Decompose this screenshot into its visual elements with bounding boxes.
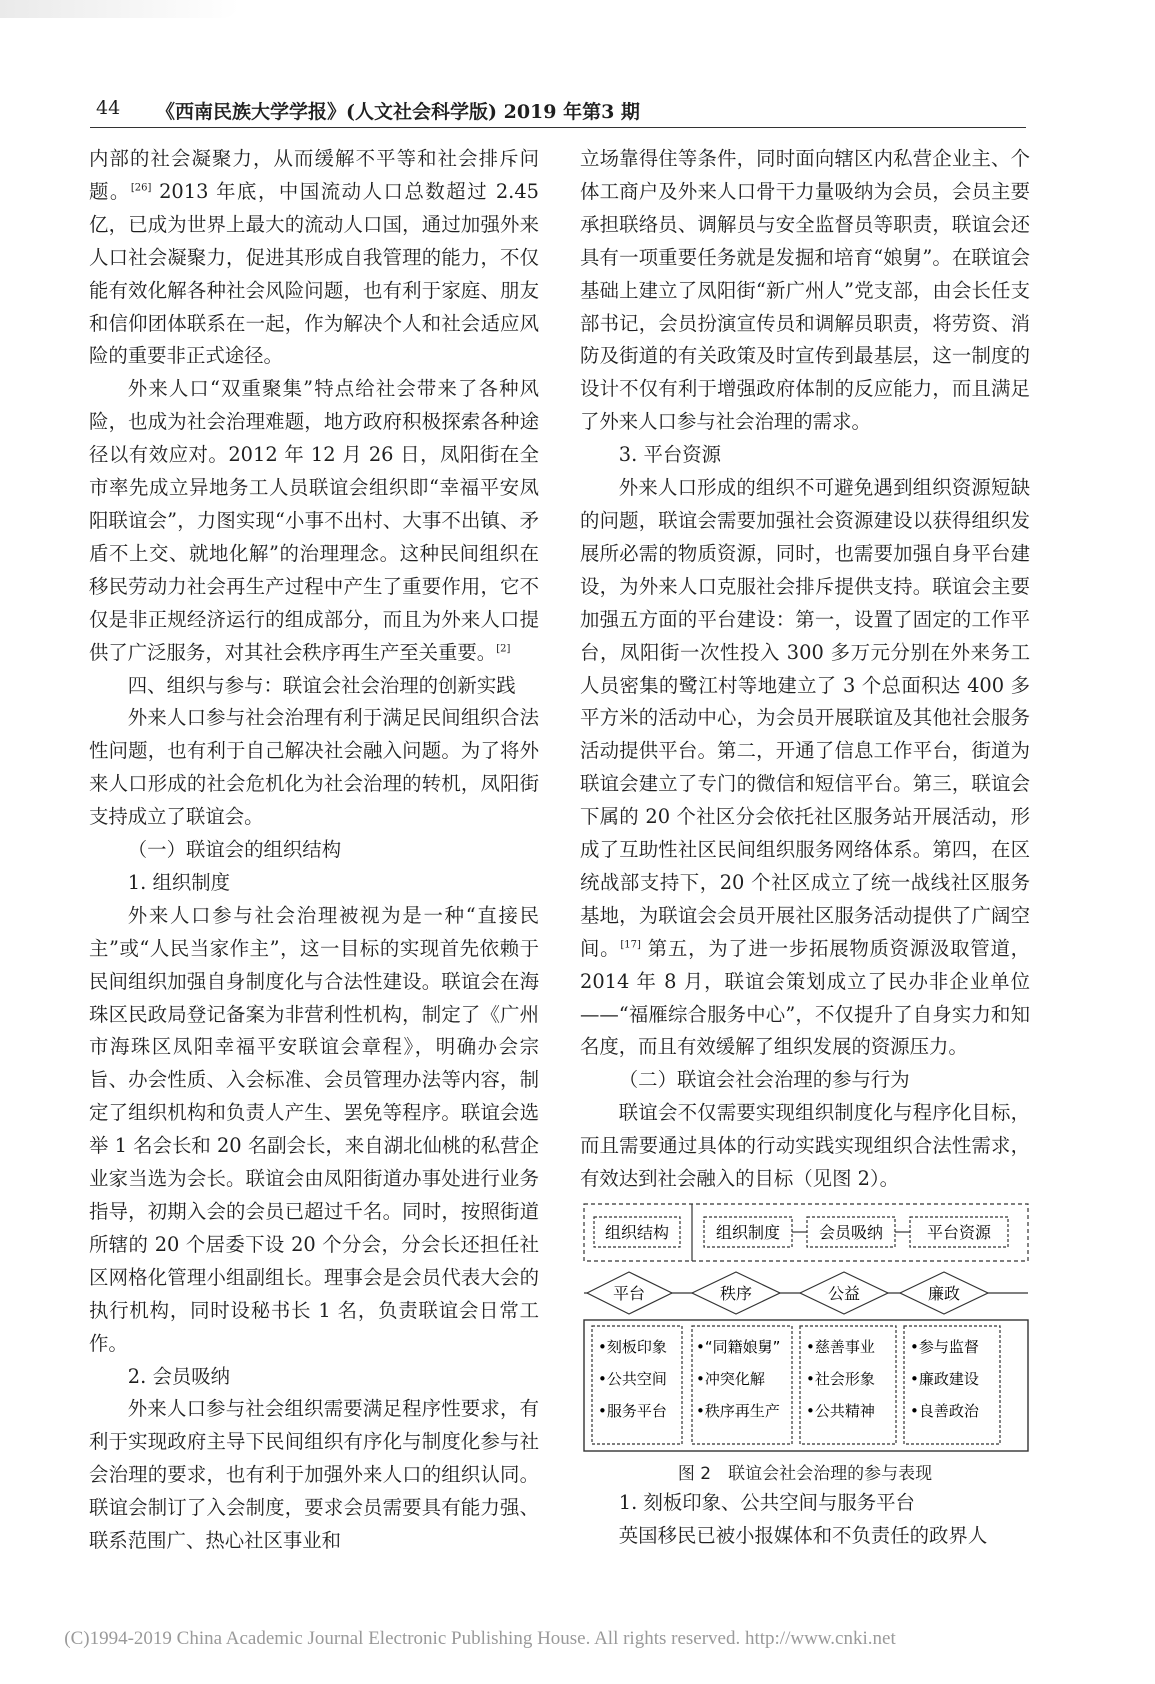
- list-item: •秩序再生产: [696, 1402, 780, 1420]
- box-platform-resource-label: 平台资源: [926, 1223, 992, 1242]
- citation-ref: [17]: [620, 939, 641, 951]
- figure-2: [582, 1202, 1030, 1455]
- paragraph: 外来人口“双重聚集”特点给社会带来了各种风险，也成为社会治理难题，地方政府积极探索各种途径以有效应对。2012 年 12 月 26 日，凤阳街在全市率先成立异地务工人员联谊会组织即“幸福平安凤阳联谊会”，力图实现“小事不出村、大事不出镇、矛盾不上交、就地化解”的治理理念。这种民间组织在移民劳动力社会再生产过程中产生了重要作用，它不仅是非正规经济运行的组成部分，而且为外来人口提供了广泛服务，对其社会秩序再生产至关重要。[2]: [89, 377, 539, 664]
- subsection-heading: （二）联谊会社会治理的参与行为: [618, 1068, 910, 1092]
- header-rule: [90, 127, 1026, 128]
- list-item: •服务平台: [598, 1402, 667, 1420]
- paragraph: 立场靠得住等条件，同时面向辖区内私营企业主、个体工商户及外来人口骨干力量吸纳为会员，会员主要承担联络员、调解员与安全监督员等职责，联谊会还具有一项重要任务就是发掘和培育“娘舅”。在联谊会基础上建立了凤阳街“新广州人”党支部，由会长任支部书记，会员扮演宣传员和调解员职责，将劳资、消防及街道的有关政策及时宣传到最基层，这一制度的设计不仅有利于增强政府体制的反应能力，而且满足了外来人口参与社会治理的需求。: [580, 147, 1030, 434]
- item-heading: 2. 会员吸纳: [127, 1364, 231, 1388]
- section-heading: 四、组织与参与：联谊会社会治理的创新实践: [127, 673, 516, 697]
- copyright-footer: (C)1994-2019 China Academic Journal Electronic Publishing House. All rights reserved. http://www.cnki.net: [64, 1628, 896, 1649]
- left-column: [89, 143, 539, 1558]
- paragraph: 英国移民已被小报媒体和不负责任的政界人: [618, 1523, 988, 1547]
- list-item: •公共空间: [598, 1370, 667, 1388]
- item-heading: 1. 组织制度: [127, 870, 231, 894]
- diamond-platform-label: 平台: [612, 1284, 646, 1303]
- figure-diagram: [582, 1202, 1030, 1455]
- citation-ref: [2]: [496, 643, 511, 655]
- subsection-heading: （一）联谊会的组织结构: [127, 838, 342, 862]
- list-item: •“同籍娘舅”: [696, 1338, 781, 1356]
- diamond-welfare-label: 公益: [827, 1284, 861, 1303]
- list-item: •冲突化解: [696, 1370, 765, 1388]
- list-item: •社会形象: [806, 1370, 875, 1388]
- paragraph: 内部的社会凝聚力，从而缓解不平等和社会排斥问题。[26] 2013 年底，中国流动人口总数超过 2.45 亿，已成为世界上最大的流动人口国，通过加强外来人口社会凝聚力，促进其形成自我管理的能力，不仅能有效化解各种社会风险问题，也有利于家庭、朋友和信仰团体联系在一起，作为解决个人和社会适应风险的重要非正式途径。: [89, 147, 540, 368]
- list-item: •廉政建设: [910, 1370, 979, 1388]
- list-item: •良善政治: [910, 1402, 979, 1420]
- item-heading: 1. 刻板印象、公共空间与服务平台: [618, 1491, 915, 1514]
- list-item: •参与监督: [910, 1338, 979, 1356]
- list-item: •慈善事业: [806, 1338, 875, 1356]
- item-heading: 3. 平台资源: [618, 443, 722, 467]
- paragraph: 外来人口参与社会治理被视为是一种“直接民主”或“人民当家作主”，这一目标的实现首先依赖于民间组织加强自身制度化与合法性建设。联谊会在海珠区民政局登记备案为非营利性机构，制定了《广州市海珠区凤阳幸福平安联谊会章程》，明确办会宗旨、办会性质、入会标准、会员管理办法等内容，制定了组织机构和负责人产生、罢免等程序。联谊会选举 1 名会长和 20 名副会长，来自湖北仙桃的私营企业家当选为会长。联谊会由凤阳街道办事处进行业务指导，初期入会的会员已超过千名。同时，按照街道所辖的 20 个居委下设 20 个分会，分会长还担任社区网格化管理小组副组长。理事会是会员代表大会的执行机构，同时设秘书长 1 名，负责联谊会日常工作。: [89, 903, 539, 1355]
- box-org-structure-label: 组织结构: [604, 1223, 670, 1242]
- box-org-system-label: 组织制度: [715, 1223, 781, 1242]
- citation-ref: [26]: [130, 182, 152, 194]
- list-item: •刻板印象: [598, 1338, 667, 1356]
- journal-title: 《西南民族大学学报》(人文社会科学版) 2019 年第3 期: [156, 101, 640, 123]
- diamond-integrity-label: 廉政: [927, 1284, 961, 1303]
- diamond-order-label: 秩序: [719, 1284, 753, 1303]
- scan-shadow: [0, 0, 240, 18]
- paragraph: 外来人口参与社会治理有利于满足民间组织合法性问题，也有利于自己解决社会融入问题。为了将外来人口形成的社会危机化为社会治理的转机，凤阳街支持成立了联谊会。: [89, 706, 539, 829]
- running-header: [96, 97, 1026, 127]
- list-item: •公共精神: [806, 1402, 875, 1420]
- right-column: [580, 143, 1030, 1553]
- paragraph: 外来人口参与社会组织需要满足程序性要求，有利于实现政府主导下民间组织有序化与制度化参与社会治理的要求，也有利于加强外来人口的组织认同。联谊会制订了入会制度，要求会员需要具有能力强、联系范围广、热心社区事业和: [89, 1397, 539, 1553]
- figure-caption: 图 2 联谊会社会治理的参与表现: [677, 1464, 933, 1484]
- page-number: 44: [96, 97, 121, 119]
- box-member-recruit-label: 会员吸纳: [818, 1223, 884, 1242]
- paragraph: 外来人口形成的组织不可避免遇到组织资源短缺的问题，联谊会需要加强社会资源建设以获得组织发展所必需的物质资源，同时，也需要加强自身平台建设，为外来人口克服社会排斥提供支持。联谊会主要加强五方面的平台建设：第一，设置了固定的工作平台，凤阳街一次性投入 300 多万元分别在外来务工人员密集的鹭江村等地建立了 3 个总面积达 400 多平方米的活动中心，为会员开展联谊及其他社会服务活动提供平台。第二，开通了信息工作平台，街道为联谊会建立了专门的微信和短信平台。第三，联谊会下属的 20 个社区分会依托社区服务站开展活动，形成了互助性社区民间组织服务网络体系。第四，在区统战部支持下，20 个社区成立了统一战线社区服务基地，为联谊会会员开展社区服务活动提供了广阔空间。[17] 第五，为了进一步拓展物质资源汲取管道，2014 年 8 月，联谊会策划成立了民办非企业单位——“福雁综合服务中心”，不仅提升了自身实力和知名度，而且有效缓解了组织发展的资源压力。: [580, 476, 1031, 1059]
- paragraph: 联谊会不仅需要实现组织制度化与程序化目标，而且需要通过具体的行动实践实现组织合法性需求，有效达到社会融入的目标（见图 2）。: [580, 1101, 1030, 1191]
